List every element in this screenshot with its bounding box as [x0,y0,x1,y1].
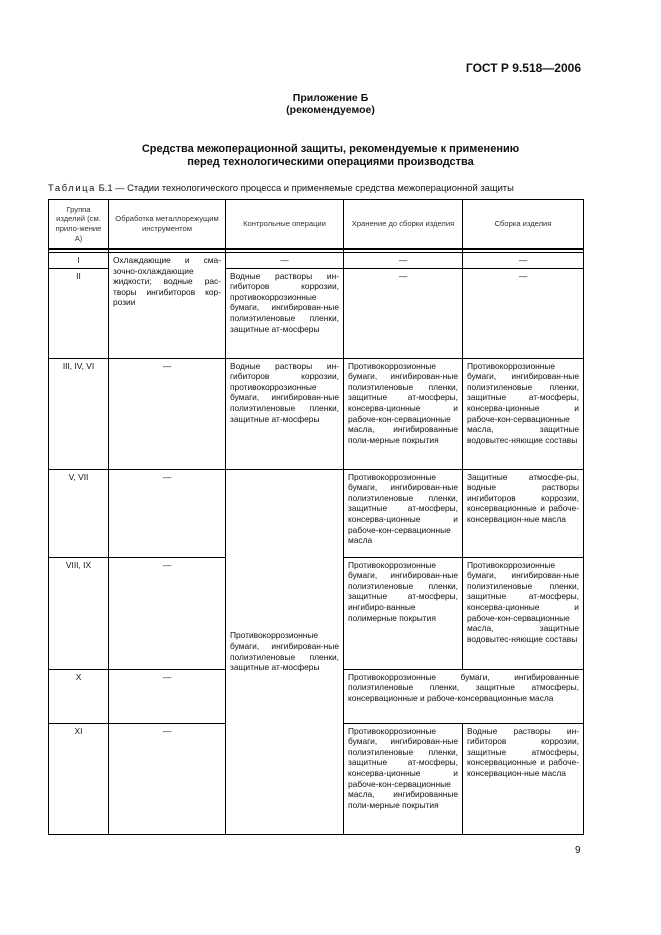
assembly-cell: — [463,253,584,269]
control-cell: — [226,253,344,269]
storage-cell: Противокоррозионные бумаги, ингибирован-ные полиэтиленовые пленки, защитные ат-мосферы, ингибиро-ванные полимерные покрытия [344,557,463,669]
control-cell: Противокоррозионные бумаги, ингибирован-ные полиэтиленовые пленки, защитные ат-мосферы [226,469,344,834]
assembly-cell: Водные растворы ин-гибиторов коррозии, защитные атмосферы, консервационные и рабоче-консервацион-ные масла [463,723,584,834]
storage-cell: Противокоррозионные бумаги, ингибирован-ные полиэтиленовые пленки, защитные ат-мосферы, консерва-ционные и рабоче-кон-сервационные масла, ингибированные поли-мерные покрытия [344,358,463,469]
col-header-control: Контрольные операции [226,200,344,250]
control-cell: Водные растворы ин-гибиторов коррозии, противокоррозионные бумаги, ингибирован-ные полиэтиленовые пленки, защитные ат-мосферы [226,268,344,358]
group-cell: I [49,253,109,269]
assembly-cell: Противокоррозионные бумаги, ингибирован-ные полиэтиленовые пленки, защитные ат-мосферы, консерва-ционные и рабоче-кон-сервационные масла, защитные водовытес-няющие составы [463,358,584,469]
col-header-machining: Обработка металлорежущим инструментом [109,200,226,250]
annex-title: Приложение Б [292,92,369,104]
storage-cell: Противокоррозионные бумаги, ингибирован-ные полиэтиленовые пленки, защитные ат-мосферы, консерва-ционные и рабоче-кон-сервационные масла, ингибированные поли-мерные покрытия [344,723,463,834]
storage-cell: — [344,268,463,358]
table-caption-label: Таблица [48,182,96,193]
assembly-cell: Противокоррозионные бумаги, ингибирован-ные полиэтиленовые пленки, защитные ат-мосферы, консерва-ционные и рабоче-кон-сервационные масла, защитные водовытес-няющие составы [463,557,584,669]
group-cell: III, IV, VI [49,358,109,469]
group-cell: X [49,669,109,723]
table-caption-text: — Стадии технологического процесса и применяемые средства межоперационной защиты [115,182,514,193]
table-row [49,469,584,557]
storage-cell: Противокоррозионные бумаги, ингибирован-ные полиэтиленовые пленки, защитные ат-мосферы, консерва-ционные и рабоче-кон-сервационные масла [344,469,463,557]
group-cell: V, VII [49,469,109,557]
control-cell: Водные растворы ин-гибиторов коррозии, противокоррозионные бумаги, ингибирован-ные полиэтиленовые пленки, защитные ат-мосферы [226,358,344,469]
machining-cell: — [109,469,226,557]
table-row [49,253,584,269]
storage-assembly-cell: Противокоррозионные бумаги, ингибированные полиэтиленовые пленки, защитные атмосферы, консервационные и рабоче-консервационные масла [344,669,584,723]
col-header-storage: Хранение до сборки изделия [344,200,463,250]
table-header-row [49,200,584,250]
table-caption-number: Б.1 [98,182,113,193]
stages-table [48,199,584,835]
group-cell: II [49,268,109,358]
storage-cell: — [344,253,463,269]
standard-number: ГОСТ Р 9.518—2006 [465,61,581,75]
machining-cell: — [109,358,226,469]
page-number: 9 [575,845,581,856]
section-title-line-1: Средства межоперационной защиты, рекомендуемые к применению [141,143,520,155]
section-title-line-2: перед технологическими операциями производства [187,156,474,168]
col-header-assembly: Сборка изделия [463,200,584,250]
col-header-group: Группа изделий (см. прило-жение А) [49,200,109,250]
table-row [49,358,584,469]
assembly-cell: — [463,268,584,358]
table-caption [48,182,514,193]
machining-cell: — [109,557,226,669]
machining-cell: Охлаждающие и сма-зочно-охлаждающие жидкости; водные рас-творы ингибиторов кор-розии [109,253,226,359]
group-cell: XI [49,723,109,834]
annex-status: (рекомендуемое) [286,104,375,116]
machining-cell: — [109,723,226,834]
assembly-cell: Защитные атмосфе-ры, водные растворы ингибиторов коррозии, консервационные и рабоче-консервацион-ные масла [463,469,584,557]
machining-cell: — [109,669,226,723]
group-cell: VIII, IX [49,557,109,669]
